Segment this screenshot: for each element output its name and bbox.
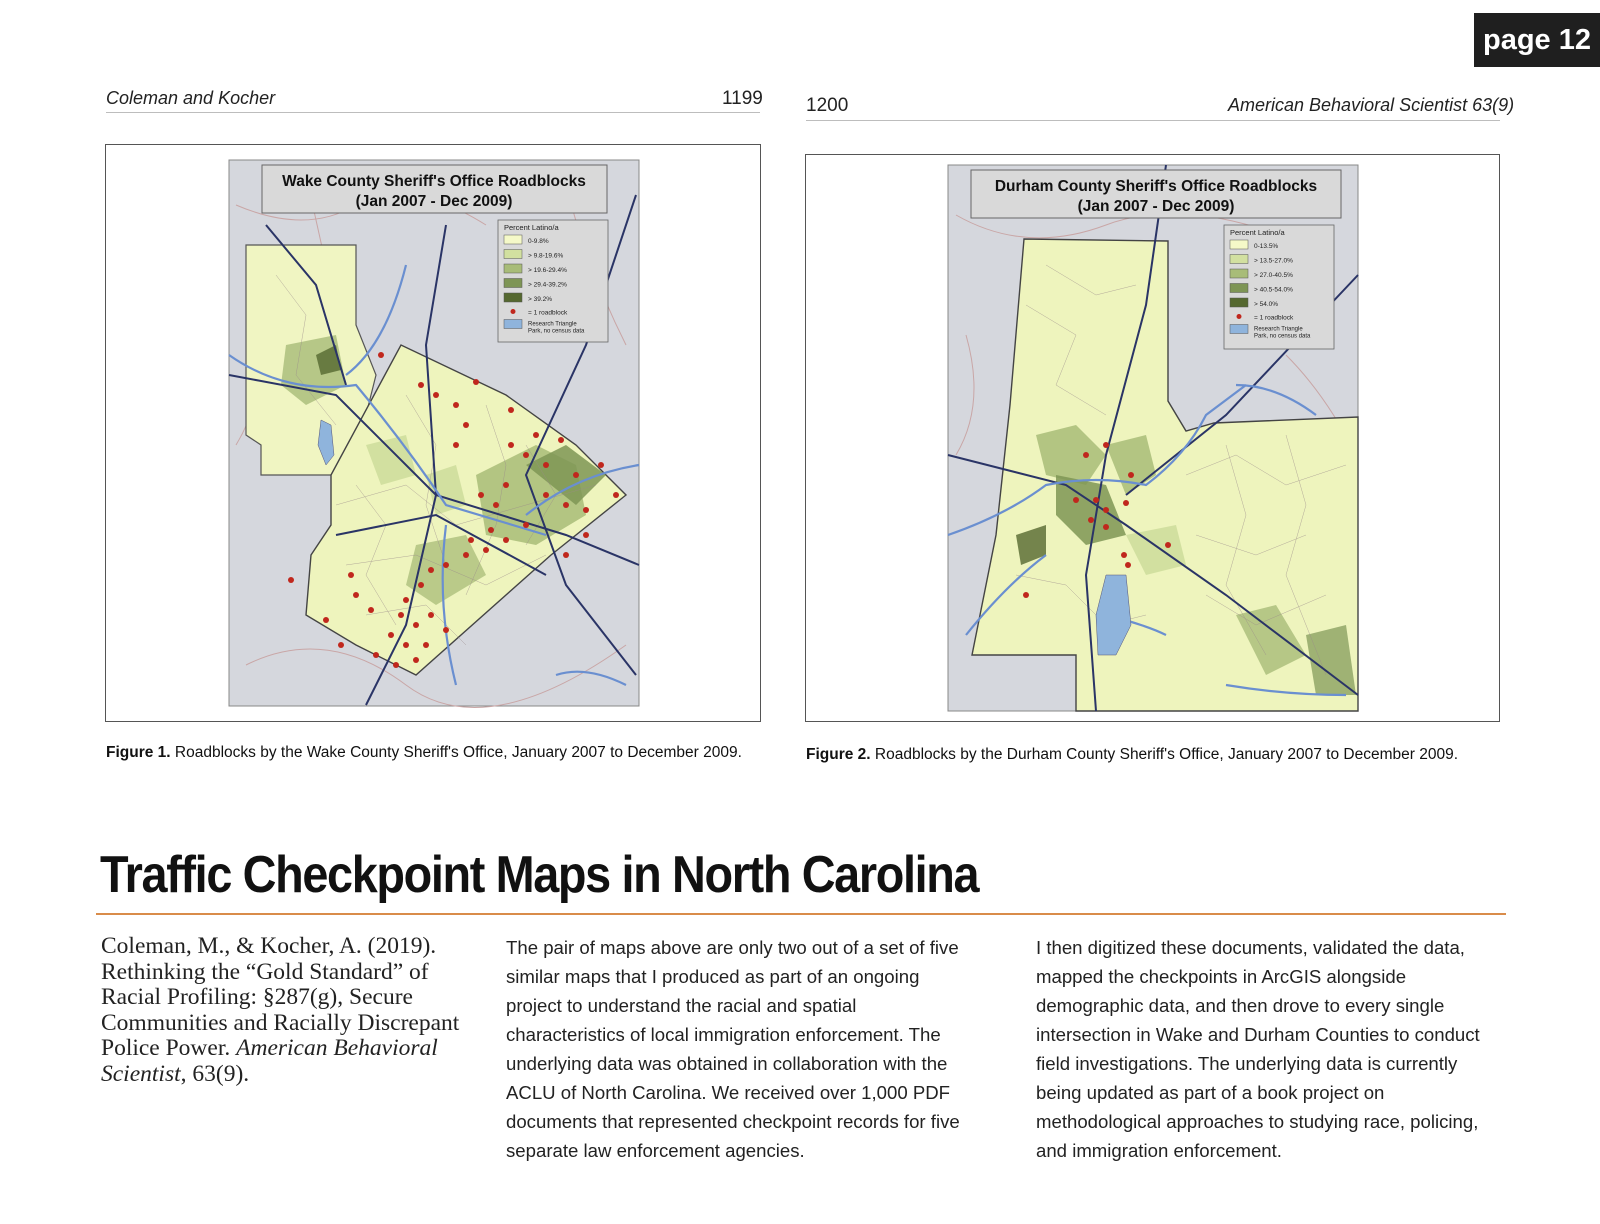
legend-rtp-label-2: Park, no census data — [1254, 333, 1311, 340]
citation — [101, 934, 481, 1087]
legend-title: Percent Latino/a — [1230, 228, 1285, 237]
citation-journal: American Behavioral Scientist — [101, 1035, 438, 1087]
legend-label: > 9.8-19.6% — [528, 252, 564, 260]
legend-swatch — [504, 293, 522, 302]
legend-rtp-swatch — [504, 320, 522, 329]
legend-roadblock-marker — [511, 309, 516, 314]
legend-swatch — [504, 264, 522, 273]
wake-county-map-figure — [105, 144, 761, 722]
page-number-badge: page 12 — [1474, 13, 1600, 67]
durham-county-map-figure — [805, 154, 1500, 722]
figure-1-caption — [106, 742, 746, 763]
wake-county-map — [106, 145, 762, 723]
citation-authors-title: Coleman, M., & Kocher, A. (2019). Rethinking the “Gold Standard” of Racial Profiling: §287(g), Secure Communities and Racially Discrepant Police Power. — [101, 933, 460, 1061]
legend-roadblock-label: = 1 roadblock — [1254, 314, 1294, 322]
right-running-head: American Behavioral Scientist 63(9) — [1228, 95, 1515, 115]
body-paragraph-2: I then digitized these documents, validated the data, mapped the checkpoints in ArcGIS alongside demographic data, and then drove to every single intersection in Wake and Durham Counties to conduct field investigations. The underlying data is currently being updated as part of a book project on methodological approaches to studying race, policing, and immigration enforcement. — [1036, 937, 1480, 1161]
legend-label: > 40.5-54.0% — [1254, 286, 1293, 294]
legend-swatch — [1230, 298, 1248, 307]
legend-rtp-label-1: Research Triangle — [1254, 326, 1303, 333]
legend-label: > 27.0-40.5% — [1254, 272, 1293, 279]
legend-label: > 54.0% — [1254, 301, 1279, 308]
legend-label: > 29.4-39.2% — [528, 281, 567, 289]
legend-rtp-label-2: Park, no census data — [528, 328, 585, 335]
legend-swatch — [1230, 255, 1248, 264]
legend-swatch — [1230, 269, 1248, 278]
figure-2-caption-text: Roadblocks by the Durham County Sheriff's Office, January 2007 to December 2009. — [874, 746, 1459, 763]
legend-swatch — [1230, 284, 1248, 293]
map-title-line1: Wake County Sheriff's Office Roadblocks — [282, 173, 586, 190]
left-running-head: Coleman and Kocher — [106, 88, 276, 108]
legend-label: > 13.5-27.0% — [1254, 257, 1293, 265]
legend-swatch — [504, 235, 522, 244]
map-legend — [498, 220, 608, 342]
map-title-line1: Durham County Sheriff's Office Roadblocks — [994, 178, 1318, 195]
figure-2-caption — [806, 744, 1506, 765]
page-headline: Traffic Checkpoint Maps in North Carolina — [100, 846, 979, 904]
legend-roadblock-label: = 1 roadblock — [528, 309, 568, 317]
legend-label: > 19.6-29.4% — [528, 267, 567, 274]
legend-title: Percent Latino/a — [504, 223, 559, 232]
legend-swatch — [504, 279, 522, 288]
durham-county-map — [806, 155, 1501, 723]
right-page-number: 1200 — [806, 95, 849, 116]
headline-rule — [96, 913, 1506, 915]
legend-label: 0-13.5% — [1254, 243, 1279, 250]
map-legend — [1224, 225, 1334, 349]
left-page-number: 1199 — [722, 88, 763, 109]
legend-rtp-swatch — [1230, 325, 1248, 334]
figure-1-caption-text: Roadblocks by the Wake County Sheriff's Office, January 2007 to December 2009. — [174, 744, 742, 761]
body-paragraph-1: The pair of maps above are only two out of a set of five similar maps that I produced as part of an ongoing project to understand the racial and spatial characteristics of local immigration enforcement. The underlying data was obtained in collaboration with the ACLU of North Carolina. We received over 1,000 PDF documents that represented checkpoint records for five separate law enforcement agencies. — [506, 937, 960, 1161]
right-header-rule — [806, 120, 1500, 121]
legend-label: 0-9.8% — [528, 238, 549, 245]
figure-1-label: Figure 1. — [106, 744, 171, 761]
citation-volume: , 63(9). — [180, 1060, 250, 1087]
legend-roadblock-marker — [1237, 314, 1242, 319]
map-title-line2: (Jan 2007 - Dec 2009) — [1077, 198, 1235, 215]
legend-swatch — [504, 250, 522, 259]
legend-rtp-label-1: Research Triangle — [528, 321, 577, 328]
map-title-line2: (Jan 2007 - Dec 2009) — [355, 193, 513, 210]
legend-swatch — [1230, 240, 1248, 249]
figure-2-label: Figure 2. — [806, 746, 871, 763]
left-header-rule — [106, 112, 760, 113]
legend-label: > 39.2% — [528, 296, 553, 303]
